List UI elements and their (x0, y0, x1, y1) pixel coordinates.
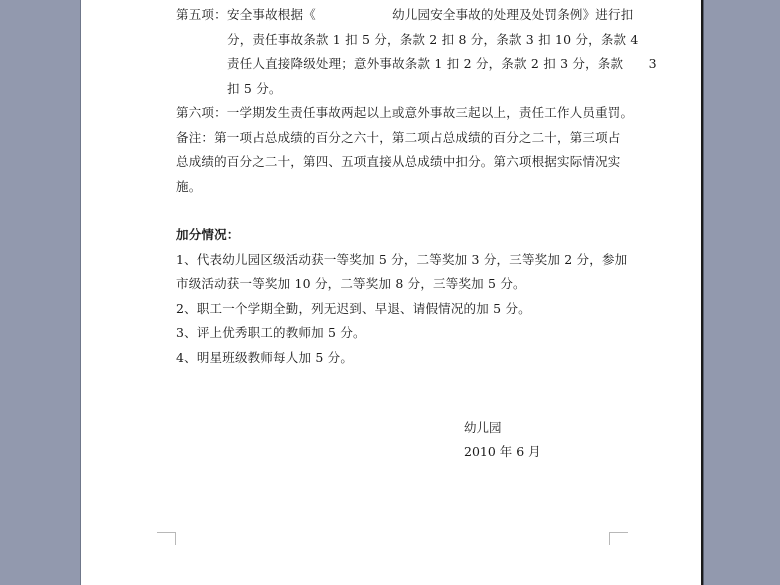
item5-line-3: 责任人直接降级处理；意外事故条款 1 扣 2 分，条款 2 扣 3 分，条款 3 (227, 56, 657, 71)
signature-org: 幼儿园 (464, 420, 502, 435)
margin-mark-bottom-right (609, 532, 628, 545)
bonus-heading: 加分情况： (176, 227, 240, 242)
note-line-2: 总成绩的百分之二十，第四、五项直接从总成绩中扣分。第六项根据实际情况实 (176, 154, 621, 169)
bonus-item-1: 1、代表幼儿园区级活动获一等奖加 5 分，二等奖加 3 分，三等奖加 2 分，参加 (176, 251, 628, 267)
note-line-1: 备注：第一项占总成绩的百分之六十，第二项占总成绩的百分之二十，第三项占 (176, 129, 621, 145)
document-page[interactable] (80, 0, 701, 585)
item5-label: 第五项： (176, 7, 227, 22)
item5-line-4: 扣 5 分。 (227, 80, 282, 96)
bonus-item-4: 4、明星班级教师每人加 5 分。 (176, 349, 354, 365)
bonus-item-1-cont: 市级活动获一等奖加 10 分，二等奖加 8 分，三等奖加 5 分。 (176, 276, 526, 291)
signature-date: 2010 年 6 月 (464, 444, 541, 459)
item5-line-1: 安全事故根据《 幼儿园安全事故的处理及处罚条例》进行扣 (227, 7, 634, 22)
margin-mark-bottom-left (157, 532, 176, 545)
item5-line-2: 分，责任事故条款 1 扣 5 分，条款 2 扣 8 分，条款 3 扣 10 分，条款 4 (227, 31, 639, 47)
item6-text: 第六项：一学期发生责任事故两起以上或意外事故三起以上，责任工作人员重罚。 (176, 105, 634, 120)
bonus-item-2: 2、职工一个学期全勤，列无迟到、早退、请假情况的加 5 分。 (176, 300, 531, 316)
note-line-3: 施。 (176, 178, 202, 194)
bonus-item-3: 3、评上优秀职工的教师加 5 分。 (176, 325, 366, 340)
